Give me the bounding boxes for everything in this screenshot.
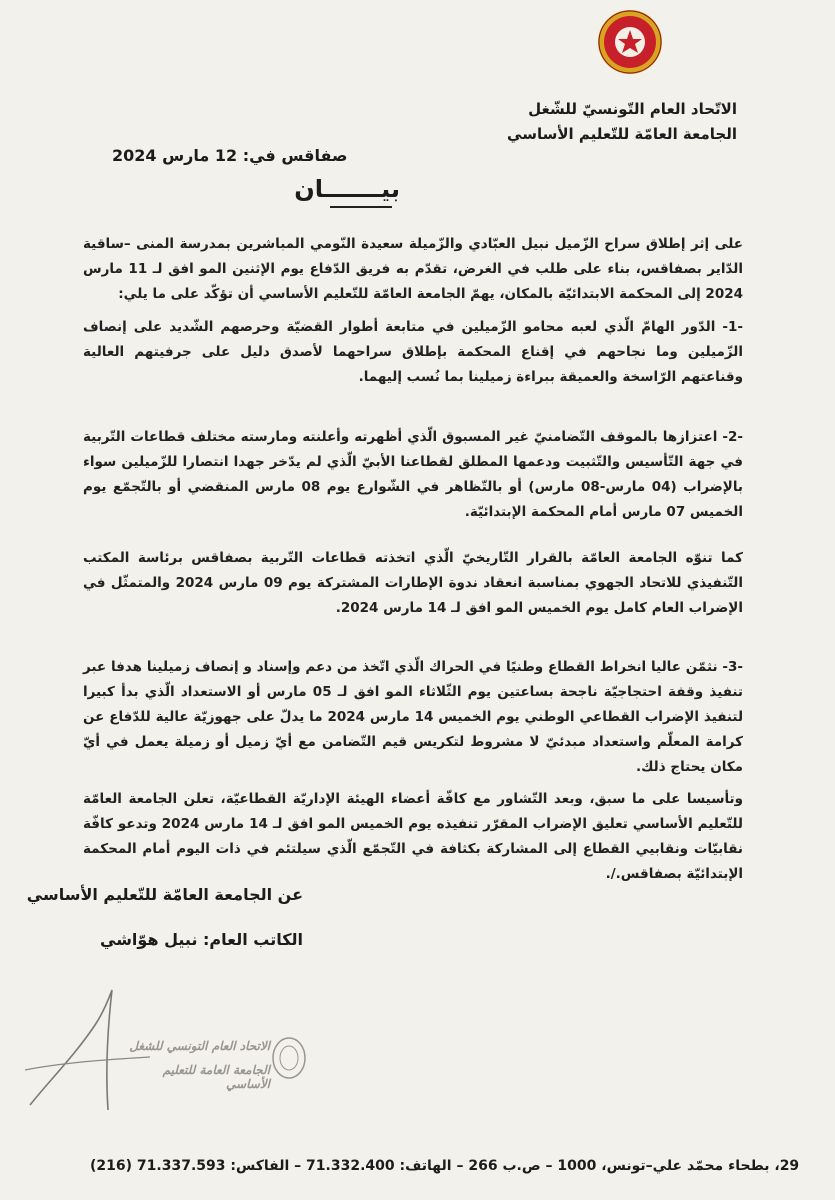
official-stamp [120, 1035, 310, 1095]
point-1-paragraph: -1- الدّور الهامّ الّذي لعبه محامو الزّميلين في متابعة أطوار القضيّة وحرصهم الشّديد على إنصاف الزّميلين وما نجاحهم في إقناع المحكمة بإطلاق سراحهما لأصدق دليل على جرفيتهم العالية وقناعتهم الرّاسخة والعميقة ببراءة زميلينا بما نُسب إليهما. [83, 319, 743, 385]
org-name: الاتّحاد العام التّونسيّ للشّغل [528, 100, 737, 118]
document-date: صفاقس في: 12 مارس 2024 [112, 146, 348, 165]
conclusion-paragraph: وتأسيسا على ما سبق، وبعد التّشاور مع كافّة أعضاء الهيئة الإداريّة القطاعيّة، تعلن الجامعة العامّة للتّعليم الأساسي تعليق الإضراب المقرّر تنفيذه يوم الخميس المو افق لـ 14 مارس 2024 وتدعو كافّة نقابيّات ونقابيي القطاع إلى المشاركة بكثافة في التّجمّع الّذي سيلتئم في ذات اليوم أمام المحكمة الإبتدائيّة بصفاقس./. [83, 791, 743, 882]
stamp-federation-line: الجامعة العامة للتعليم الأساسي [162, 1063, 270, 1091]
document-title: بيـــــــان [294, 175, 400, 203]
point-2-paragraph: -2- اعتزازها بالموقف التّضامنيّ غير المسبوق الّذي أظهرته وأعلنته ومارسته مختلف قطاعات التّربية في جهة التّأسيس والتّثبيت ودعمها المطلق لقطاعنا الأبيّ الّذي لم يدّخر جهدا انتصارا للزّميلين سواء بالإضراب (04 مارس-08 مارس) أو بالتّظاهر في الشّوارع يوم 08 مارس المنقضي أو بالتّجمّع يوم الخميس 07 مارس أمام المحكمة الإبتدائيّة. [83, 429, 743, 520]
stamp-org-line: الاتحاد العام التونسي للشغل [129, 1039, 270, 1053]
footer-contact: 29، بطحاء محمّد علي–تونس، 1000 – ص.ب 266 – الهاتف: 71.332.400 – الفاكس: 71.337.593 (216) [90, 1158, 800, 1174]
ugtt-emblem-icon [596, 8, 664, 76]
title-underline [330, 206, 392, 208]
intro-paragraph: على إثر إطلاق سراح الزّميل نبيل العبّادي والزّميلة سعيدة النّومي المباشرين بمدرسة المنى –ساقية الدّاير بصفاقس، بناء على طلب في الغرض، تقدّم به فريق الدّفاع يوم الإثنين المو افق لـ 11 مارس 2024 إلى المحكمة الابتدائيّة بالمكان، يهمّ الجامعة العامّة للتّعليم الأساسي أن تؤكّد على ما يلي: [83, 236, 744, 302]
signatory-organization: عن الجامعة العامّة للتّعليم الأساسي [26, 885, 303, 904]
commendation-paragraph: كما تنوّه الجامعة العامّة بالقرار التّاريخيّ الّذي اتخذته قطاعات التّربية بصفاقس برئاسة المكتب التّنفيذي للاتحاد الجهوي بمناسبة انعقاد ندوة الإطارات المشتركة يوم 09 مارس 2024 والمتمثّل في الإضراب العام كامل يوم الخميس المو افق لـ 14 مارس 2024. [83, 550, 743, 616]
stamp-seal-icon [270, 1035, 308, 1081]
federation-name: الجامعة العامّة للتّعليم الأساسي [507, 125, 737, 143]
signatory-name: الكاتب العام: نبيل هوّاشي [100, 930, 303, 949]
point-3-paragraph: -3- نثمّن عاليا انخراط القطاع وطنيًا في الحراك الّذي اتّخذ من دعم وإسناد و إنصاف زميلينا هدفا عبر تنفيذ وقفة احتجاجيّة ناجحة بساعتين يوم الثّلاثاء المو افق لـ 05 مارس أو الاستعداد الّذي بدأ كبيرا لتنفيذ الإضراب القطاعي الوطني يوم الخميس 14 مارس 2024 ما يدلّ على جهوزيّة عالية للدّفاع عن كرامة المعلّم واستعداد مبدئيّ لا مشروط لتكريس قيم التّضامن مع أيّ زميل أو زميلة يعمل في أيّ مكان يحتاج ذلك. [83, 659, 744, 775]
